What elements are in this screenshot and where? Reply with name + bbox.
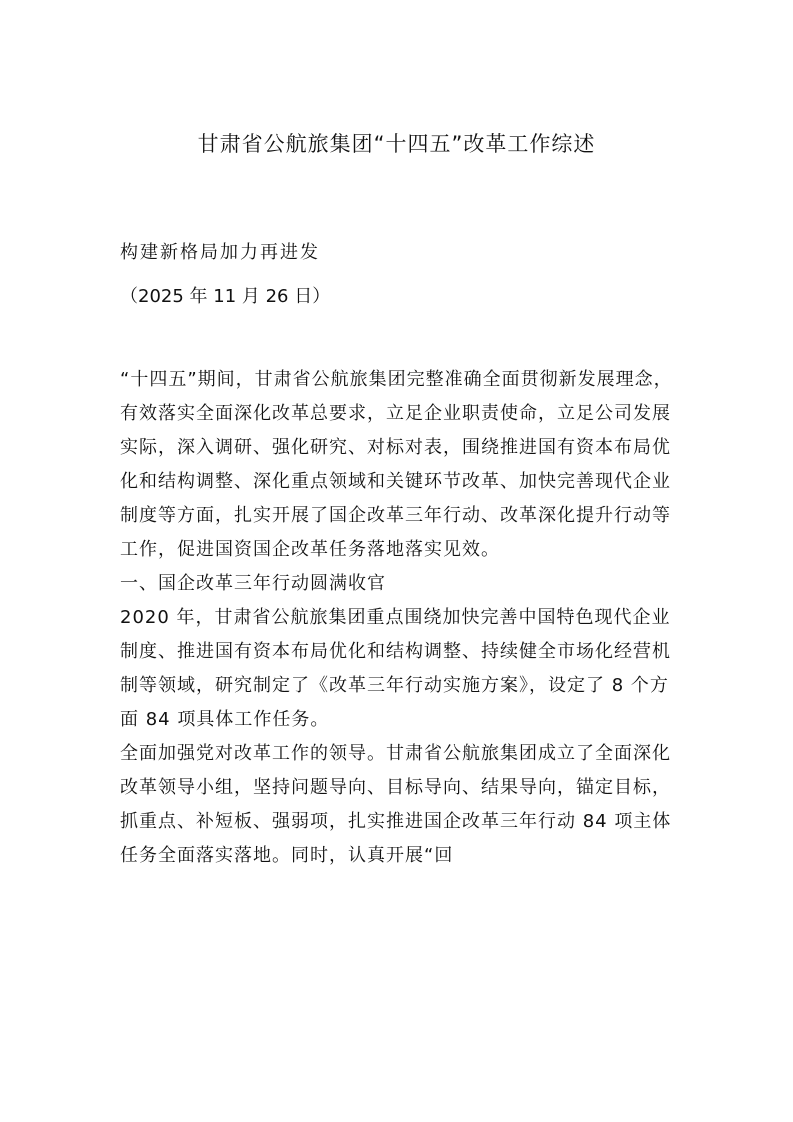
document-date: （2025 年 11 月 26 日） <box>120 286 331 307</box>
document-subtitle: 构建新格局加力再进发 <box>120 242 320 263</box>
document-title: 甘肃省公航旅集团“十四五”改革工作综述 <box>197 132 596 156</box>
paragraph-intro: “十四五”期间，甘肃省公航旅集团完整准确全面贯彻新发展理念，有效落实全面深化改革总要求，立足企业职责使命，立足公司发展实际，深入调研、强化研究、对标对表，围绕推进国有资本布局优化和结构调整、深化重点领域和关键环节改革、加快完善现代企业制度等方面，扎实开展了国企改革三年行动、改革深化提升行动等工作，促进国资国企改革任务落地落实见效。 <box>120 369 673 560</box>
paragraph-party-leadership: 全面加强党对改革工作的领导。甘肃省公航旅集团成立了全面深化改革领导小组，坚持问题导向、目标导向、结果导向，锚定目标，抓重点、补短板、强弱项，扎实推进国企改革三年行动 84 项主体任务全面落实落地。同时，认真开展“回 <box>120 743 672 866</box>
paragraph-2020: 2020 年，甘肃省公航旅集团重点围绕加快完善中国特色现代企业制度、推进国有资本布局优化和结构调整、持续健全市场化经营机制等领域，研究制定了《改革三年行动实施方案》，设定了 8 个方面 84 项具体工作任务。 <box>120 607 671 730</box>
section-heading: 一、国企改革三年行动圆满收官 <box>120 573 386 594</box>
document-body <box>120 363 676 873</box>
